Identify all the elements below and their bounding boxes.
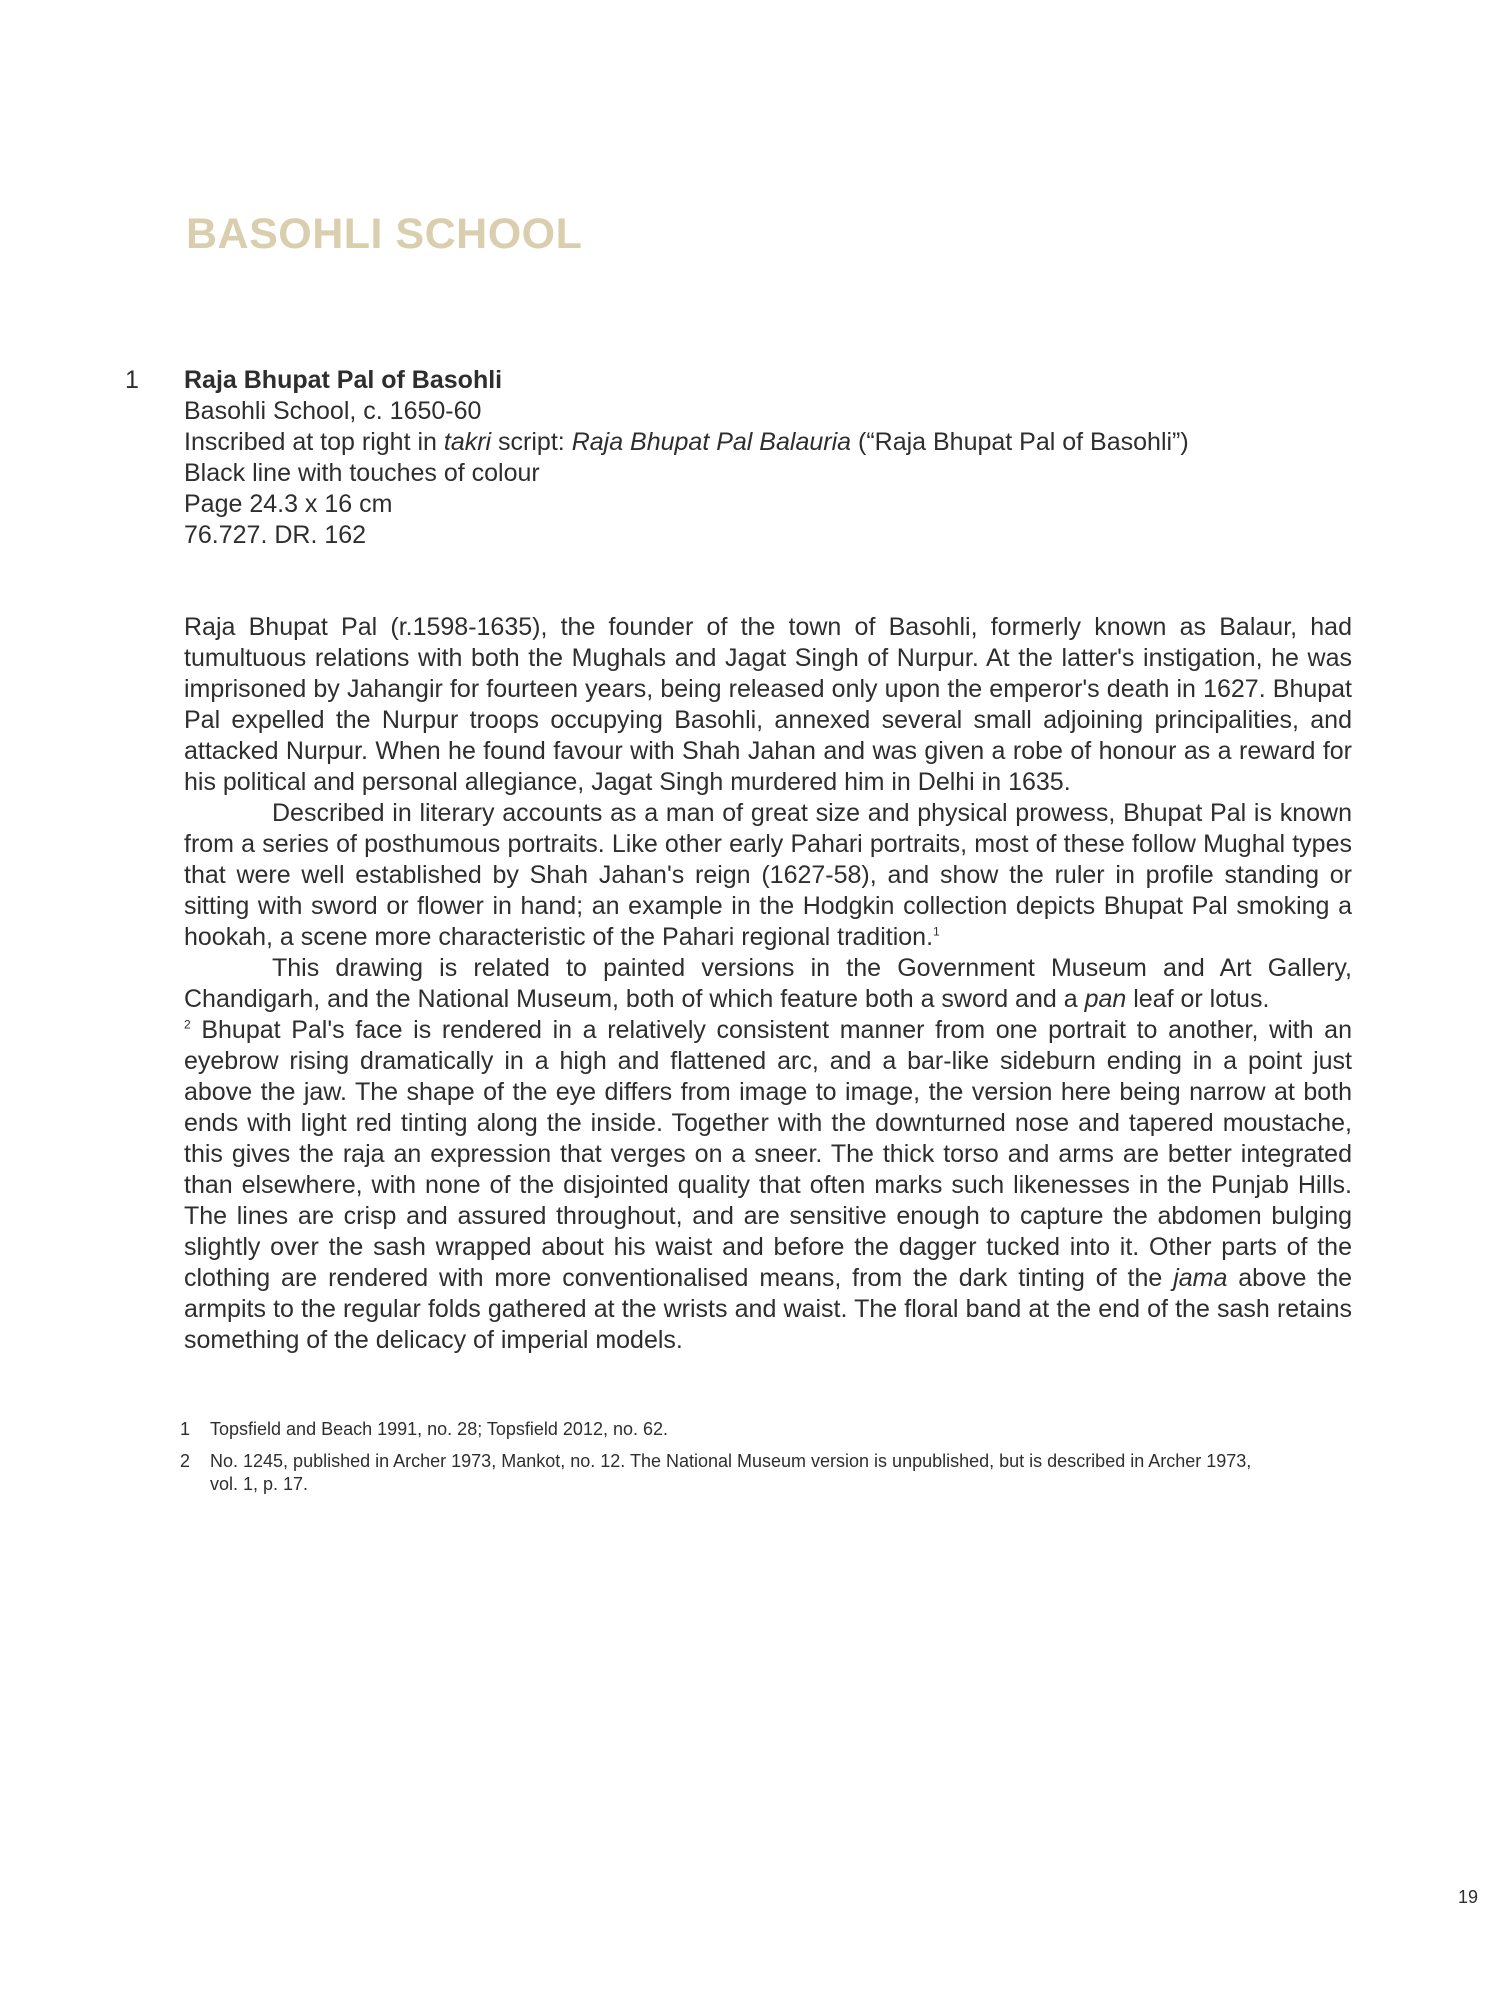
- footnotes: [180, 1418, 1280, 1505]
- script-name: takri: [443, 428, 492, 456]
- page-number: 19: [1457, 1887, 1478, 1907]
- paragraph-3-text-d: above the armpits to the regular folds gathered at the wrists and waist. The floral band at the end of the sash retains something of the delicacy of imperial models.: [184, 1264, 1353, 1354]
- entry-accession-number: 76.727. DR. 162: [184, 521, 367, 549]
- paragraph-3-text-c: Bhupat Pal's face is rendered in a relatively consistent manner from one portrait to another, with an eyebrow rising dramatically in a high and flattened arc, and a bar-like sideburn ending in a point just above the jaw. The shape of the eye differs from image to image, the version here being narrow at both ends with light red tinting along the inside. Together with the downturned nose and tapered moustache, this gives the raja an expression that verges on a sneer. The thick torso and arms are better integrated than elsewhere, with none of the disjointed quality that often marks such likenesses in the Punjab Hills. The lines are crisp and assured throughout, and are sensitive enough to capture the abdomen bulging slightly over the sash wrapped about his waist and before the dagger tucked into it. Other parts of the clothing are rendered with more conventionalised means, from the dark tinting of the: [184, 1016, 1352, 1292]
- inscription-prefix: Inscribed at top right in: [184, 428, 444, 456]
- entry-number: 1: [125, 366, 139, 394]
- footnote-reference-2: 2: [184, 1017, 191, 1032]
- entry-medium: Black line with touches of colour: [184, 459, 540, 487]
- section-title: BASOHLI SCHOOL: [186, 210, 583, 258]
- inscription-suffix: (“Raja Bhupat Pal of Basohli”): [851, 428, 1189, 456]
- entry-school-date: Basohli School, c. 1650-60: [184, 397, 482, 425]
- footnote-number: 1: [180, 1419, 191, 1439]
- footnote-1: [180, 1418, 1280, 1441]
- footnote-text: No. 1245, published in Archer 1973, Mankot, no. 12. The National Museum version is unpublished, but is described in Archer 1973, vol. 1, p. 17.: [210, 1451, 1252, 1494]
- paragraph-2-text: Described in literary accounts as a man of great size and physical prowess, Bhupat Pal is known from a series of posthumous portraits. Like other early Pahari portraits, most of these follow Mughal types that were well established by Shah Jahan's reign (1627-58), and show the ruler in profile standing or sitting with sword or flower in hand; an example in the Hodgkin collection depicts Bhupat Pal smoking a hookah, a scene more characteristic of the Pahari regional tradition.: [184, 799, 1352, 951]
- paragraph-3-text-a: This drawing is related to painted versions in the Government Museum and Art Gallery, Chandigarh, and the National Museum, both of which feature both a sword and a: [184, 954, 1352, 1013]
- entry-inscription: [184, 427, 1384, 458]
- essay-paragraph-3: [184, 953, 1352, 1356]
- entry-dimensions: Page 24.3 x 16 cm: [184, 490, 393, 518]
- footnote-reference-1: 1: [933, 924, 940, 939]
- term-pan: pan: [1084, 985, 1127, 1013]
- entry-title: Raja Bhupat Pal of Basohli: [184, 366, 503, 394]
- term-jama: jama: [1173, 1264, 1228, 1292]
- catalogue-entry-header: [184, 365, 1384, 551]
- footnote-number: 2: [180, 1451, 191, 1471]
- essay-body: [184, 612, 1352, 1356]
- essay-paragraph-1: Raja Bhupat Pal (r.1598-1635), the founder of the town of Basohli, formerly known as Balaur, had tumultuous relations with both the Mughals and Jagat Singh of Nurpur. At the latter's instigation, he was imprisoned by Jahangir for fourteen years, being released only upon the emperor's death in 1627. Bhupat Pal expelled the Nurpur troops occupying Basohli, annexed several small adjoining principalities, and attacked Nurpur. When he found favour with Shah Jahan and was given a robe of honour as a reward for his political and personal allegiance, Jagat Singh murdered him in Delhi in 1635.: [184, 613, 1352, 796]
- inscription-middle: script:: [491, 428, 572, 456]
- inscription-text: Raja Bhupat Pal Balauria: [571, 428, 852, 456]
- paragraph-3-text-b: leaf or lotus.: [1126, 985, 1270, 1013]
- footnote-text: Topsfield and Beach 1991, no. 28; Topsfield 2012, no. 62.: [210, 1419, 669, 1439]
- footnote-2: [180, 1450, 1280, 1496]
- essay-paragraph-2: [184, 798, 1352, 953]
